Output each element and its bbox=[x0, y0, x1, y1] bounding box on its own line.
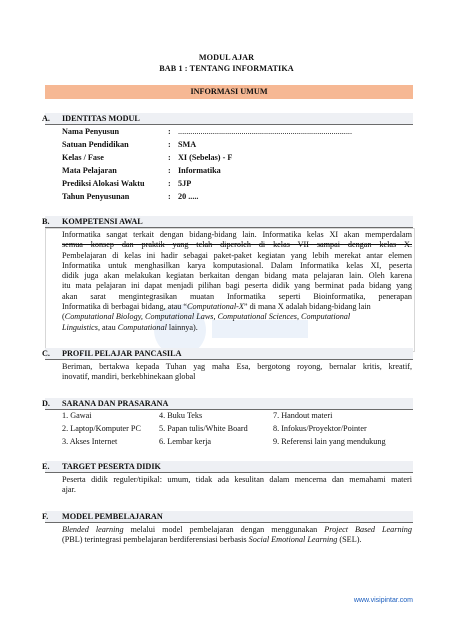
list-item: 8. Infokus/Proyektor/Pointer bbox=[273, 424, 367, 433]
section-a-title: IDENTITAS MODUL bbox=[62, 114, 140, 123]
profile-paragraph bbox=[62, 362, 412, 383]
identity-value: SMA bbox=[178, 140, 197, 149]
paragraph-line: (Computational Biology, Computational Laws, Computational Sciences, Computational bbox=[62, 312, 351, 322]
paragraph-line: Linguistics, atau Computational lainnya). bbox=[62, 322, 198, 332]
list-item: 9. Referensi lain yang mendukung bbox=[273, 437, 386, 446]
list-item: 3. Akses Internet bbox=[62, 437, 118, 446]
identity-value: Informatika bbox=[178, 166, 221, 175]
section-a-letter: A. bbox=[42, 114, 50, 123]
paragraph-line: itu mata pelajaran ini dapat menjadi pilihan bagi peserta didik yang berminat pada bidang yang bbox=[62, 281, 412, 291]
paragraph-line: Informatika sangat terkait dengan bidang-bidang lain. Informatika kelas XI akan memperdalam bbox=[62, 230, 412, 239]
identity-value: 20 ..... bbox=[178, 192, 199, 201]
identity-label: Satuan Pendidikan bbox=[62, 140, 129, 149]
paragraph-line: didik juga akan melakukan kegiatan berkaitan dengan bidang mata pelajaran lain. Oleh karena bbox=[62, 271, 412, 281]
section-d-letter: D. bbox=[42, 399, 50, 408]
identity-label: Mata Pelajaran bbox=[62, 166, 117, 175]
paragraph-line: ajar. bbox=[62, 485, 76, 495]
section-c-letter: C. bbox=[42, 349, 50, 358]
list-item: 4. Buku Teks bbox=[159, 411, 203, 420]
competency-paragraph bbox=[62, 230, 412, 333]
info-banner: INFORMASI UMUM bbox=[45, 85, 413, 99]
list-item: 2. Laptop/Komputer PC bbox=[62, 424, 141, 433]
section-b-title: KOMPETENSI AWAL bbox=[62, 217, 143, 226]
list-item: 6. Lembar kerja bbox=[159, 437, 212, 446]
identity-sep: : bbox=[168, 127, 171, 136]
section-e-letter: E. bbox=[42, 462, 50, 471]
paragraph-line: akan sarat mengintegrasikan muatan Informatika seperti Bioinformatika, penerapan bbox=[62, 291, 412, 301]
target-paragraph bbox=[62, 475, 412, 496]
identity-value: 5JP bbox=[178, 179, 192, 188]
list-item: 5. Papan tulis/White Board bbox=[159, 424, 248, 433]
section-c-title: PROFIL PELAJAR PANCASILA bbox=[62, 349, 182, 358]
section-e-title: TARGET PESERTA DIDIK bbox=[62, 462, 161, 471]
identity-sep: : bbox=[168, 192, 171, 201]
paragraph-line: Blended learning melalui model pembelajaran dengan menggunakan Project Based Learning bbox=[62, 525, 412, 534]
identity-sep: : bbox=[168, 140, 171, 149]
model-paragraph bbox=[62, 525, 412, 546]
section-b-letter: B. bbox=[42, 217, 50, 226]
paragraph-line: Informatika untuk menghasilkan karya komputasional. Dalam Informatika kelas XI, peserta bbox=[62, 260, 412, 270]
paragraph-line: Beriman, bertakwa kepada Tuhan yag maha Esa, bergotong royong, bernalar kritis, kreatif, bbox=[62, 362, 412, 371]
paragraph-line: semua konsep dan praktik yang telah diperoleh di kelas VII sampai dengan kelas X. bbox=[62, 240, 412, 250]
section-f-title: MODEL PEMBELAJARAN bbox=[62, 512, 163, 521]
identity-label: Tahun Penyusunan bbox=[62, 192, 130, 201]
section-d-title: SARANA DAN PRASARANA bbox=[62, 399, 169, 408]
paragraph-line: Pembelajaran di kelas ini hadir sebagai paket-paket kegiatan yang lebih merekat antar elemen bbox=[62, 250, 412, 260]
list-item: 1. Gawai bbox=[62, 411, 92, 420]
document-subtitle: BAB 1 : TENTANG INFORMATIKA bbox=[159, 64, 294, 73]
identity-sep: : bbox=[168, 166, 171, 175]
paragraph-line: Informatika di berbagai bidang, atau “Computational-X” di mana X adalah bidang-bidang lain bbox=[62, 302, 371, 312]
paragraph-line: (PBL) terintegrasi pembelajaran berdiferensiasi berbasis Social Emotional Learning (SEL). bbox=[62, 535, 362, 545]
identity-value: ..................................................................................... bbox=[178, 127, 352, 136]
footer-website-link[interactable]: www.visipintar.com bbox=[353, 597, 413, 604]
paragraph-line: Peserta didik reguler/tipikal: umum, tidak ada kesulitan dalam mencerna dan memahami materi bbox=[62, 475, 412, 484]
identity-label: Prediksi Alokasi Waktu bbox=[62, 179, 145, 188]
section-f-letter: F. bbox=[42, 512, 49, 521]
identity-label: Nama Penyusun bbox=[62, 127, 120, 136]
list-item: 7. Handout materi bbox=[273, 411, 333, 420]
identity-sep: : bbox=[168, 153, 171, 162]
identity-sep: : bbox=[168, 179, 171, 188]
paragraph-line: inovatif, mandiri, berkebhinekaan global bbox=[62, 372, 196, 382]
document-title: MODUL AJAR bbox=[198, 53, 255, 62]
identity-value: XI (Sebelas) - F bbox=[178, 153, 233, 162]
identity-label: Kelas / Fase bbox=[62, 153, 104, 162]
